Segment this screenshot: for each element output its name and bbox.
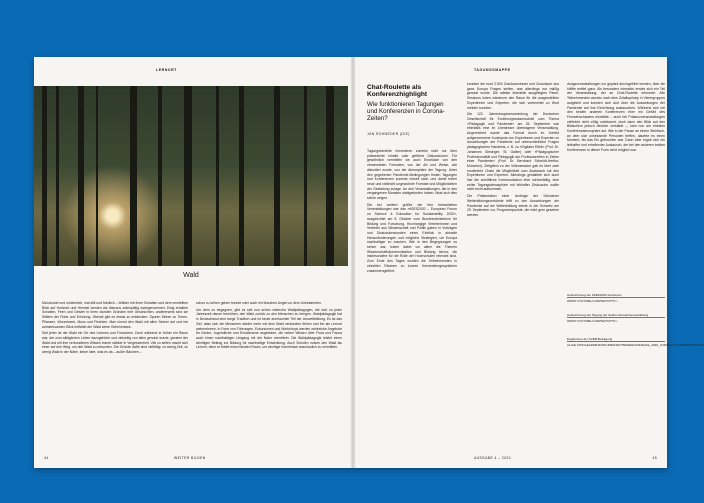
paragraph: Die Präsentation einer Umfrage der Schweizer Weiterbildungsverbände trifft zu den Auswirkungen der Pandemie auf die Weiterbildung setzte in der Schweiz am 29. September vor, Programmpunkte, die nicht gern gesehen werden. bbox=[467, 194, 559, 217]
sidenote-label: Aufzeichnung der Tagung der Sektion Erwachsenenbildung bbox=[567, 313, 649, 317]
gutter-shadow bbox=[350, 57, 356, 468]
paragraph: konnten die rund 2.500 Zuschauerinnen und Zuschauer aus ganz Europa Fragen stellen, was allerdings nur mäßig genutzt wurde. Die stärker interaktiv ausgelegten Panel-Sessions boten wiederum den Raum für die ausgewählten Expertinnen und Experten, die sich vorbereitet zu Wort melden konnten. bbox=[467, 82, 559, 110]
paragraph: Die 122. Jahreshauptversammlung der Deutschen Gesellschaft für Erziehungswissenschaft zum Thema »Pädagogik und Pandemie« am 25. September war ebenfalls eine im Livestream übertragene Veranstaltung. Angereichert wurde das Format durch im Vorfeld aufgenommene Kurzinputs von Expertinnen und Experten zu Auswirkungen der Pandemie auf unterschiedliche Fragen pädagogischen Handelns, z. B. zu »Digitaler Ethik« (Prof. Dr. Johannes Giesinger, St. Gallen) oder »Pädagogischer Professionalität und Pädagogik der Professionellen in Zeiten einer Pandemie« (Prof. Dr. Bernhard Schmidt-Hertha, München). Zeitgleich zu der Videosession gab es über zwei moderierte Chats die Möglichkeit zum Austausch mit den Expertinnen und Experten. Allerdings gestaltete sich auch hier die schriftliche Kommunikation eher schwerfällig, eine echte Tagungsatmosphäre mit lebhafter Diskussion wollte nicht recht aufkommen. bbox=[467, 112, 559, 192]
right-column-2 bbox=[467, 82, 559, 220]
sidenote-link[interactable]: WWW.YOUTUBE.COM/WATCH?V=… bbox=[567, 319, 621, 324]
sidenote-label: Aufzeichnung der #SES2020 Konferenz bbox=[567, 293, 622, 297]
sidenote-link[interactable]: ALICE.CH/FILEADMIN/DOKUMENTE/THEMEN/UMFRAGE_2020_CORONA_AUSWERTUNG.PDF bbox=[567, 343, 704, 348]
paragraph: dungsveranstaltungen vor geplant durchgeführt werden, über die Hälfte entfiel ganz. Als besonders interaktiv erwies sich ein Teil der Veranstaltung: der an Chat-Roulette erinnerte: Alle Teilnehmenden wurden nach dem Zufallsprinzip in Vierergruppen aufgeteilt und konnten sich dort über die Auswirkungen der Pandemie auf ihre Einrichtung austauschen. Während sich bei den beiden anderen Konferenzen eher ein Gefühl des Fernsehschauens einstellte – auch bei Präsenzveranstaltungen vielleicht nicht völlig unbekannt, doch dann den Blick auf den Bildschirm jedoch deutlich verstärkt –, kam nun am ehesten Konferenzatmosphäre auf. Wie in der Pause an einem Stehtisch, an dem sich unbekannte Personen treffen, dauerte es einen Moment, bis das Eis gebrochen war. Dann aber ergab sich ein lebhafter und erhellender Austausch, der bei den anderen beiden Konferenzen in dieser Form nicht möglich war. bbox=[567, 82, 665, 152]
article-subtitle: Wie funktionieren Tagungen und Konferenzen in Corona-Zeiten? bbox=[367, 101, 445, 123]
sidenote-3 bbox=[567, 337, 704, 348]
left-page-number: 44 bbox=[44, 456, 49, 460]
forest-photo bbox=[34, 86, 348, 266]
left-footer: WEITER BILDEN bbox=[174, 456, 206, 460]
right-column-3 bbox=[567, 82, 665, 155]
paragraph: Tagungsberichte informieren zumeist nicht nur über präsentierte Inhalte oder geführte Diskussionen. Für gewöhnlich vermitteln sie auch Eindrücke von den verwendeten Formaten, von der Art und Weise, wie diskutiert wurde, von der Atmosphäre der Tagung. Unter den gegebenen Pandemie-Bedingungen finden Tagungen und Konferenzen zumeist virtuell statt, und damit treten neue und vielleicht ungewohnte Formate und Möglichkeiten der Gestaltung zutage. An drei Veranstaltungen, die in den vergangenen Monaten stattgefunden haben, lässt sich dies schön zeigen. bbox=[367, 149, 457, 201]
right-page-number: 45 bbox=[652, 456, 657, 460]
paragraph: Seit jeher ist der Wald ein Ort des Lernens und Forschens. Doch während er früher ein Raum war, der zum alltäglichen Leben dazugehörte und vielseitig von allen genutzt wurde, geraten der Wald und mit ihm verbundenes Wissen immer stärker in Vergessenheit. Viel zu selten macht sich einer auf den Weg, um den Wald zu erkunden. Die Gründe dafür sind vielfältig: zu wenig Zeit, zu wenig Wald in der Nähe, keine Idee, was es da – außer Bäumen – bbox=[42, 331, 188, 355]
right-running-head: TAGUNGSMAPPE bbox=[474, 68, 511, 72]
paragraph: schon zu sehen geben könnte oder auch ein bisschen Angst vor dem Unbekannten. bbox=[196, 301, 322, 305]
right-column-1 bbox=[367, 149, 457, 275]
paragraph: Die bei weitem größte der hier betrachteten Veranstaltungen war das »#SES2020 – European Forum on Science & Education for Sustainability 2020«, ausgerichtet am 8. Oktober vom Bundesministerium für Bildung und Forschung. Hochrangige Vertreterinnen und Vertreter aus Wissenschaft und Politik gaben in Vorträgen und Diskussionsrunden einen Einblick in aktuelle Herausforderungen und mögliche Strategien, um Europa nachhaltiger zu machen. Wie in den Begegnungen zu sehen war, traten dabei vor allem die Themen Wissenschaftskommunikation und Bildung hervor, die insbesondere für die Rolle der Hochschulen relevant sind. Zum Ende des Tages wurden die Teilnehmenden in virtuellen Räumen zu kurzen Kennenlerngesprächen zusammengeführt. bbox=[367, 202, 457, 273]
magazine-spread bbox=[34, 57, 704, 468]
sidenote-2 bbox=[567, 313, 665, 323]
sidenote-link[interactable]: WWW.YOUTUBE.COM/WATCH?V=… bbox=[567, 299, 621, 304]
left-column-1 bbox=[42, 301, 188, 357]
sidenote-label: Ergebnisse der SVEB-Befragung bbox=[567, 337, 613, 341]
photo-caption: Wald bbox=[183, 272, 199, 279]
paragraph: Mal dunkel und unheimlich, mal still und friedlich – Wälder mit ihren Schatten und dem verstellten Blick auf Horizont und Himmel werden als überaus zwiespältig wahrgenommen. Ewig erhalten Schatten, Feen und Geister in ihren dunklen Gründen ihre Geschichten, andererseits sind sie Stätten der Ruhe und Erholung. Überall gibt es etwas zu entdecken: Spuren führen zu Tieren, Pflanzen, Wurzelwerk, Moos und Flechten. Man nimmt den Wald mit allen Sinnen auf und bei aufmerksamem Blick entfaltet der Wald seine Geheimnisse. bbox=[42, 301, 188, 329]
author-line: JAN ROHNEDER (DIE) bbox=[367, 132, 410, 136]
paragraph: Um dem zu begegnen, gibt es seit nun schon vielerorts Waldpädagogen, die sich zu jeder Jahreszeit darum bemühen, den Wald zurück zu den Menschen zu bringen. Waldpädagogik hat in Deutschland eine lange Tradition und ist heute anerkannter Teil der Umweltbildung. Es ist das Ziel, dass sich die Menschen wieder mehr mit dem Wald verbunden fühlen und ihn als Lernort wahrnehmen. In Form von Führungen, Exkursionen und Workshops werden zahlreiche Angebote für Kinder, Jugendliche und Erwachsene angeboten, die neben Wissen über Flora und Fauna auch einen nachhaltigen Umgang mit der Natur vermitteln. Die Waldpädagogik leistet einen wichtigen Beitrag zur Bildung für nachhaltige Entwicklung. Auch Schulen nutzen den Wald als Lernort, denn er bietet einen idealen Raum, um wichtige Kenntnisse anschaulich zu vermitteln. bbox=[196, 307, 342, 350]
left-column-2 bbox=[196, 301, 342, 352]
right-footer: AUSGABE 4 – 2020 bbox=[474, 456, 511, 460]
sidenote-1 bbox=[567, 293, 665, 303]
left-running-head: LERNORT bbox=[156, 68, 177, 72]
article-title: Chat-Roulette als Konferenzhighlight bbox=[367, 84, 428, 99]
